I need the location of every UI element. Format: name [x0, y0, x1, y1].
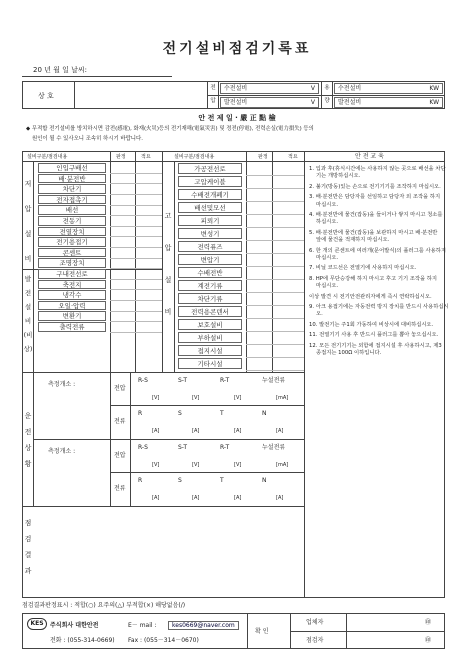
safety-title: 안 전 제 일 · 嚴 正 點 檢 — [198, 114, 276, 122]
education-note: 6. 한 개의 콘센트에 여러개(문어발식)의 플러그를 사용하지 — [309, 247, 446, 254]
equipment-item: 전력퓨즈 — [178, 241, 242, 252]
education-note: 8. HP에 무단승강해 하지 마시고 후고 기기 조작을 하지 — [309, 275, 438, 282]
measured-value[interactable]: [A] — [152, 495, 160, 501]
equipment-item: 오일·압력 — [38, 301, 106, 311]
equipment-item: 차단기류 — [178, 293, 242, 304]
equipment-item: 구내전선로 — [38, 269, 106, 279]
education-note: 10. 발전기는 주1회 가동하여 비상시에 대비하십시오. — [309, 321, 434, 328]
measure-point-label: 측정개소 : — [48, 448, 76, 455]
measured-value[interactable]: [V] — [152, 462, 160, 468]
education-note: 7. 비닐 코드선은 전열기에 사용하지 마십시오. — [309, 265, 417, 272]
supply-capacity-field[interactable]: 수전설비 KW — [334, 83, 443, 94]
row-divider — [246, 344, 304, 345]
col-header-a: 설비구분/점검내용 — [27, 154, 68, 160]
equipment-item: 변압기 — [178, 254, 242, 265]
education-note: 1. 입과 후(휴식시간에는 사용하지 않는 곳으로 배선을 차단 — [309, 166, 446, 172]
safety-text-1: ◆ 무적합 전기설비를 방치하시면 감전(感電), 화재(火災)등의 전기재해(電氣災害) 및 정전(停電), 전력손실(電力損失) 등의 — [26, 126, 314, 132]
measured-value[interactable]: [V] — [234, 462, 242, 468]
inspector-seal[interactable]: ㊞ — [425, 637, 432, 644]
header-label: 상 호 — [38, 92, 54, 100]
row-divider — [110, 247, 162, 248]
equipment-item: 가공전선로 — [178, 163, 242, 174]
company-name: 주식회사 대한안전 — [50, 622, 99, 629]
voltage-label: 전압 — [210, 85, 216, 104]
company-fax: Fax : (055－314－0670) — [128, 637, 199, 644]
measure-point-label: 측정개소 : — [48, 381, 76, 388]
equipment-item: 변환기 — [38, 311, 106, 321]
education-note: 11. 전열기기 사용 후 반드시 플러그를 뽑아 놓으십시오. — [309, 332, 439, 339]
gen-capacity-field[interactable]: 발전설비 KW — [334, 97, 443, 108]
row-divider — [246, 240, 304, 241]
measured-value[interactable]: [A] — [234, 495, 242, 501]
equipment-item: 조명장치 — [38, 258, 106, 268]
equipment-item: 보호설비 — [178, 319, 242, 330]
education-note: 마십시오. — [316, 201, 339, 208]
measured-value[interactable]: [A] — [234, 428, 242, 434]
op-divider — [33, 439, 304, 440]
equipment-item: 출력전류 — [38, 322, 106, 332]
equipment-item: 수배전반 — [178, 267, 242, 278]
email-link[interactable]: kes0669@naver.com — [168, 621, 239, 630]
row-divider — [110, 289, 162, 290]
col-header-f: 적요 — [288, 154, 298, 160]
row-divider — [246, 188, 304, 189]
col-header-c: 적요 — [141, 154, 151, 160]
phase-label: S-T — [178, 444, 188, 451]
equipment-item: 접지시설 — [178, 345, 242, 356]
measured-value[interactable]: [V] — [152, 395, 160, 401]
row-divider — [246, 214, 304, 215]
measured-value[interactable]: [A] — [152, 428, 160, 434]
equipment-item: 차단기 — [38, 184, 106, 194]
row-divider — [110, 215, 162, 216]
equipment-item: 기타시설 — [178, 358, 242, 369]
education-note: 앞에 물건을 적재하지 마십시오. — [316, 237, 390, 244]
measured-value[interactable]: [mA] — [276, 395, 289, 401]
education-note: 이상 발견 시 전기안전관리자에게 즉시 연락하십시오. — [309, 293, 432, 300]
phase-label: R — [138, 477, 143, 484]
education-note: 2. 불기(방동)있는 손으로 전기기기를 조작하지 마십시오. — [309, 183, 441, 190]
education-note: 4. 배·분전반에 물건(잡동)을 들이거나 쌓지 마시고 청소를 — [309, 212, 443, 218]
company-logo: KES — [27, 618, 47, 630]
equipment-item: 콘센트 — [38, 248, 106, 258]
phase-label: T — [220, 477, 224, 484]
row-divider — [110, 205, 162, 206]
page-title: 전기설비점검기록표 — [162, 41, 312, 57]
phase-label: R-T — [220, 444, 230, 451]
education-note: 5. 배·분전반에 물건(잡동)을 보관하지 마시고 배·분전반 — [309, 229, 438, 236]
row-divider — [110, 279, 162, 280]
phase-label: S — [178, 477, 182, 484]
education-note: 3. 배·분전반은 담당자를 선임하고 담당자 외 조작을 하지 — [309, 194, 441, 201]
row-divider — [246, 357, 304, 358]
phase-label: S-T — [178, 377, 188, 384]
row-divider — [246, 318, 304, 319]
row-divider — [110, 226, 162, 227]
row-divider — [110, 311, 162, 312]
equipment-item: 수배전개폐기 — [178, 189, 242, 200]
education-note: 9. 아크 용접기에는 자동전력 방지 장치를 반드시 사용하십시 — [309, 304, 449, 310]
phase-label: R-T — [220, 377, 230, 384]
result-label: 점검결과 — [24, 519, 32, 575]
row-kind-label: 전류 — [114, 485, 126, 492]
confirm-label: 확 인 — [255, 628, 269, 635]
row-divider — [246, 201, 304, 202]
low-voltage-group-label: 저압설비 — [24, 180, 32, 263]
education-note: 하십시오. — [316, 219, 339, 226]
email-label: E－ mail : — [128, 622, 157, 629]
row-divider — [246, 279, 304, 280]
manager-seal[interactable]: ㊞ — [425, 619, 432, 626]
col-header-g: 안 전 교 육 — [355, 153, 384, 160]
equipment-item: 배선 — [38, 205, 106, 215]
row-kind-label: 전류 — [114, 418, 126, 425]
phase-label: R-S — [138, 377, 148, 384]
company-phone: 전화 : (055-314-0669) — [50, 637, 115, 644]
equipment-item: 변성기 — [178, 228, 242, 239]
measured-value[interactable]: [A] — [276, 495, 284, 501]
row-divider — [246, 331, 304, 332]
row-divider — [246, 370, 304, 371]
row-divider — [246, 292, 304, 293]
row-divider — [246, 305, 304, 306]
op-divider — [110, 405, 304, 406]
equipment-item: 고압케이블 — [178, 176, 242, 187]
measured-value[interactable]: [A] — [192, 428, 200, 434]
equipment-item: 피뢰기 — [178, 215, 242, 226]
phase-label: 누설전류 — [262, 377, 286, 384]
row-kind-label: 전압 — [114, 385, 126, 392]
equipment-item: 전동기 — [38, 216, 106, 226]
row-kind-label: 전압 — [114, 452, 126, 459]
inspector-label: 점검자 — [306, 637, 324, 644]
equipment-item: 인입구배선 — [38, 163, 106, 173]
measured-value[interactable]: [V] — [192, 395, 200, 401]
row-divider — [110, 183, 162, 184]
row-divider — [110, 194, 162, 195]
education-note: 마십시오. — [316, 255, 339, 261]
row-divider — [110, 321, 162, 322]
row-divider — [246, 227, 304, 228]
high-voltage-group-label: 고압설비 — [164, 212, 172, 316]
phase-label: N — [262, 410, 267, 417]
col-header-e: 판정 — [258, 154, 268, 160]
col-header-b: 판정 — [116, 154, 126, 160]
col-header-d: 설비구분/점검내용 — [174, 154, 215, 160]
operation-label: 운전상황 — [24, 412, 32, 468]
phase-label: 누설전류 — [262, 444, 286, 451]
manager-label: 업체자 — [306, 619, 324, 626]
equipment-item: 배·분전반 — [38, 174, 106, 184]
row-divider — [246, 175, 304, 176]
row-divider — [110, 173, 162, 174]
supply-voltage-field[interactable]: 수전설비 V — [220, 83, 319, 94]
safety-text-2: 원인이 될 수 있사오니 조속히 하시기 바랍니다. — [32, 136, 143, 142]
education-note: 오. — [316, 311, 323, 318]
phase-label: N — [262, 477, 267, 484]
education-note: 기는 개방하십시오. — [316, 173, 361, 180]
op-divider — [110, 472, 304, 473]
measured-value[interactable]: [mA] — [276, 462, 289, 468]
generator-group-label: 발전설비(비상) — [23, 275, 33, 353]
row-divider — [246, 253, 304, 254]
row-divider — [110, 236, 162, 237]
education-note: 마십시오. — [316, 283, 339, 290]
phase-label: R-S — [138, 444, 148, 451]
equipment-item: 전력용콘덴서 — [178, 306, 242, 317]
measured-value[interactable]: [A] — [276, 428, 284, 434]
equipment-item: 배선및모선 — [178, 202, 242, 213]
phase-label: R — [138, 410, 143, 417]
measured-value[interactable]: [V] — [192, 462, 200, 468]
row-divider — [110, 332, 162, 333]
date-line: 20 년 월 일 날씨: — [33, 66, 87, 74]
row-divider — [246, 266, 304, 267]
equipment-item: 축전지 — [38, 280, 106, 290]
capacity-label: 용량 — [324, 85, 330, 104]
equipment-item: 냉각수 — [38, 290, 106, 300]
row-divider — [110, 258, 162, 259]
phase-label: S — [178, 410, 182, 417]
equipment-item: 부하설비 — [178, 332, 242, 343]
row-divider — [110, 300, 162, 301]
legend: 점검결과판정표시 : 적합(○) 요주의(△) 부적합(×) 해당없음(/) — [22, 602, 186, 609]
equipment-item: 전열장치 — [38, 227, 106, 237]
gen-voltage-field[interactable]: 발전설비 V — [220, 97, 319, 108]
education-note: 종접지는 100Ω 이하입니다. — [316, 350, 382, 356]
measured-value[interactable]: [A] — [192, 495, 200, 501]
measured-value[interactable]: [V] — [234, 395, 242, 401]
phase-label: T — [220, 410, 224, 417]
education-note: 12. 모든 전기기기는 외함에 접지시설 후 사용하시고, 제3 — [309, 342, 442, 349]
equipment-item: 전자접촉기 — [38, 195, 106, 205]
equipment-item: 계전기류 — [178, 280, 242, 291]
equipment-item: 전기용접기 — [38, 237, 106, 247]
